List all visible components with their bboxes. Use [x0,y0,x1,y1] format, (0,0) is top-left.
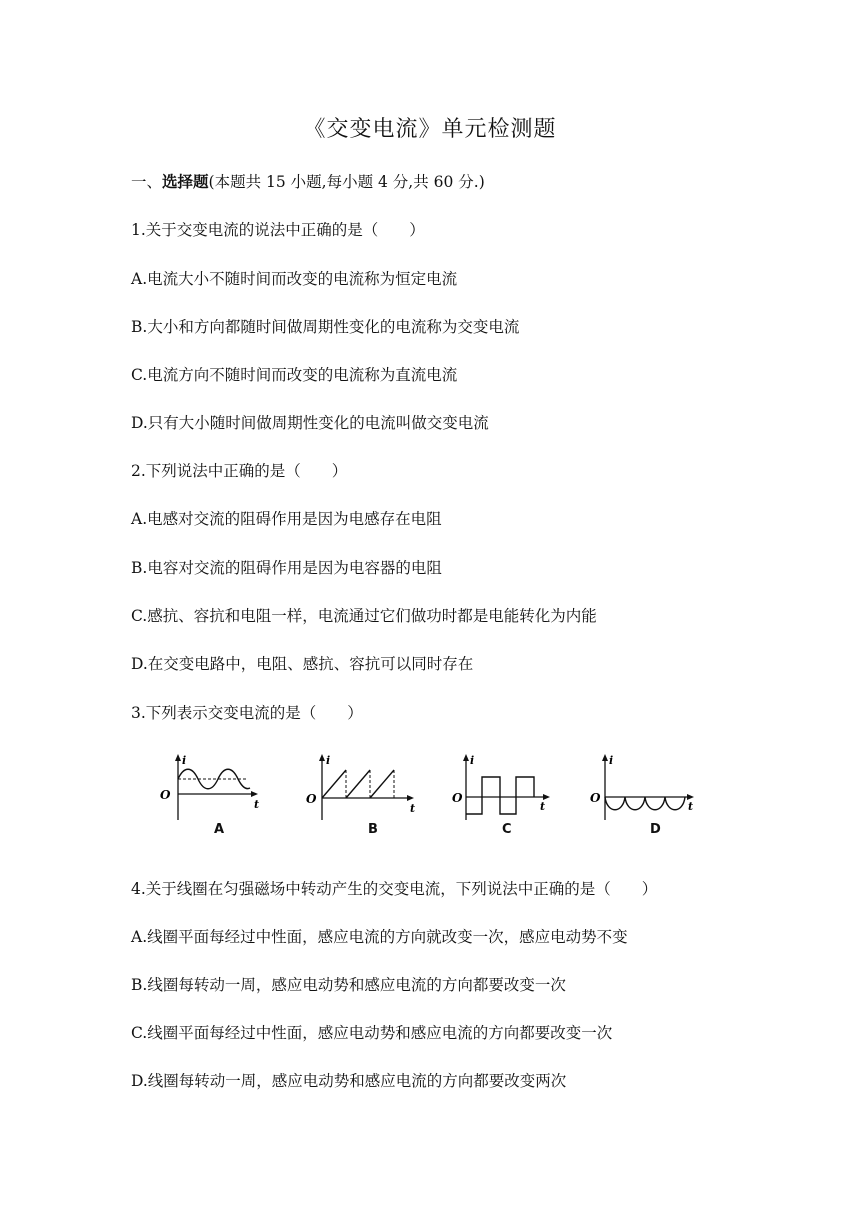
page-title: 《交变电流》单元检测题 [303,117,557,142]
section-heading [131,170,485,192]
question-4-option-c: C.线圈平面每经过中性面，感应电动势和感应电流的方向都要改变一次 [131,1024,613,1042]
question-3-stem: 3.下列表示交变电流的是（ ） [131,704,363,722]
question-2-stem: 2.下列说法中正确的是（ ） [131,462,348,480]
question-4-option-d: D.线圈每转动一周，感应电动势和感应电流的方向都要改变两次 [131,1072,567,1090]
figure-a-graph [150,752,260,822]
figure-a-origin: O [160,788,171,802]
figure-b [300,752,420,837]
section-number: 一、 [131,173,163,191]
figure-c [450,752,560,837]
figure-c-origin: O [452,791,463,805]
figure-b-axis-i: i [326,754,331,767]
section-note: (本题共 15 小题,每小题 4 分,共 60 分.) [208,173,485,191]
figure-d-label: D [650,822,661,837]
section-name: 选择题 [162,172,209,191]
figure-c-axis-t: t [540,800,546,813]
figure-d-graph [588,752,710,822]
question-2-option-c: C.感抗、容抗和电阻一样，电流通过它们做功时都是电能转化为内能 [131,607,597,625]
figure-d [588,752,710,837]
question-1-option-c: C.电流方向不随时间而改变的电流称为直流电流 [131,366,458,384]
question-4-option-a: A.线圈平面每经过中性面，感应电流的方向就改变一次，感应电动势不变 [131,928,628,946]
figure-c-graph [450,752,560,822]
figure-c-label: C [502,822,512,837]
question-3-figures [150,752,710,842]
figure-d-axis-t: t [688,800,694,813]
question-1-stem: 1.关于交变电流的说法中正确的是（ ） [131,221,425,239]
figure-b-label: B [368,822,378,837]
figure-a-axis-i: i [182,754,187,767]
figure-b-axis-t: t [410,802,416,815]
question-1-option-b: B.大小和方向都随时间做周期性变化的电流称为交变电流 [131,318,520,336]
question-2-option-a: A.电感对交流的阻碍作用是因为电感存在电阻 [131,510,442,528]
figure-b-origin: O [306,792,317,806]
figure-a-label: A [214,822,225,837]
question-2-option-b: B.电容对交流的阻碍作用是因为电容器的电阻 [131,559,442,577]
figure-d-axis-i: i [609,754,614,767]
question-2-option-d: D.在交变电路中，电阻、感抗、容抗可以同时存在 [131,655,474,673]
figure-c-axis-i: i [470,754,475,767]
figure-b-graph [300,752,420,822]
question-1-option-d: D.只有大小随时间做周期性变化的电流叫做交变电流 [131,414,489,432]
figure-d-origin: O [590,791,601,805]
figure-a-axis-t: t [254,798,260,811]
question-1-option-a: A.电流大小不随时间而改变的电流称为恒定电流 [131,270,458,288]
question-4-stem: 4.关于线圈在匀强磁场中转动产生的交变电流，下列说法中正确的是（ ） [131,880,658,898]
question-4-option-b: B.线圈每转动一周，感应电动势和感应电流的方向都要改变一次 [131,976,566,994]
figure-a [150,752,260,837]
